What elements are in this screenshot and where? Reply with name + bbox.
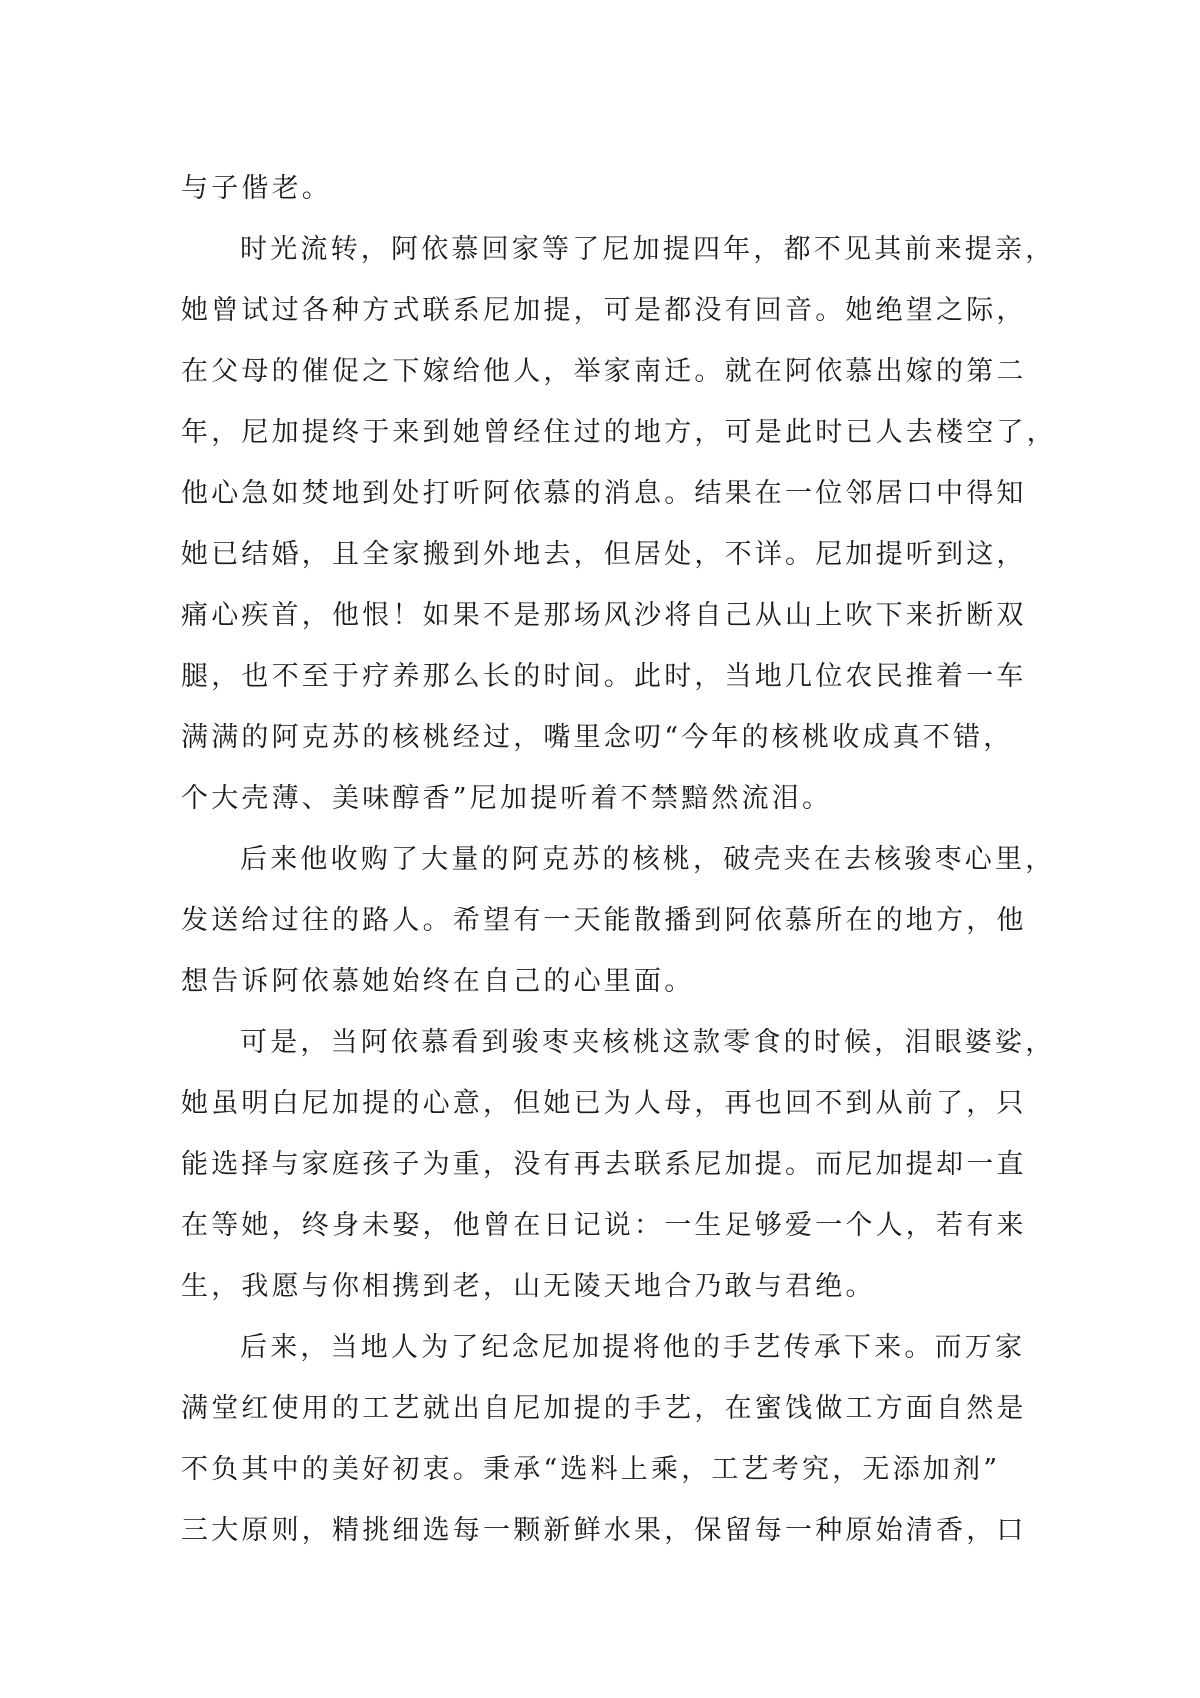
body-text <box>181 158 1057 1561</box>
paragraph-first-line: 时光流转，阿依慕回家等了尼加提四年，都不见其前来提亲， <box>240 234 1056 265</box>
text-line: 想告诉阿依慕她始终在自己的心里面。 <box>181 966 695 997</box>
text-line: 年，尼加提终于来到她曾经住过的地方，可是此时已人去楼空了， <box>181 417 1057 448</box>
text-line: 满堂红使用的工艺就出自尼加提的手艺，在蜜饯做工方面自然是 <box>181 1393 1027 1424</box>
text-line: 她已结婚，且全家搬到外地去，但居处，不详。尼加提听到这， <box>181 539 1027 570</box>
text-line: 在父母的催促之下嫁给他人，举家南迁。就在阿依慕出嫁的第二 <box>181 356 1027 387</box>
text-line: 与子偕老。 <box>181 173 332 204</box>
text-line: 发送给过往的路人。希望有一天能散播到阿依慕所在的地方，他 <box>181 905 1027 936</box>
text-line: 生，我愿与你相携到老，山无陵天地合乃敢与君绝。 <box>181 1271 876 1302</box>
paragraph-first-line: 可是，当阿依慕看到骏枣夹核桃这款零食的时候，泪眼婆娑， <box>240 1027 1056 1058</box>
text-line: 个大壳薄、美味醇香”尼加提听着不禁黯然流泪。 <box>181 783 833 814</box>
text-line: 满满的阿克苏的核桃经过，嘴里念叨“今年的核桃收成真不错， <box>181 722 1014 753</box>
text-line: 他心急如焚地到处打听阿依慕的消息。结果在一位邻居口中得知 <box>181 478 1027 509</box>
paragraph-first-line: 后来他收购了大量的阿克苏的核桃，破壳夹在去核骏枣心里， <box>240 844 1056 875</box>
text-line: 痛心疾首，他恨！如果不是那场风沙将自己从山上吹下来折断双 <box>181 600 1027 631</box>
text-line: 在等她，终身未娶，他曾在日记说：一生足够爱一个人，若有来 <box>181 1210 1027 1241</box>
paragraph-first-line: 后来，当地人为了纪念尼加提将他的手艺传承下来。而万家 <box>240 1332 1026 1363</box>
text-line: 她曾试过各种方式联系尼加提，可是都没有回音。她绝望之际， <box>181 295 1027 326</box>
text-line: 三大原则，精挑细选每一颗新鲜水果，保留每一种原始清香，口 <box>181 1515 1027 1546</box>
text-line: 能选择与家庭孩子为重，没有再去联系尼加提。而尼加提却一直 <box>181 1149 1027 1180</box>
text-line: 不负其中的美好初衷。秉承“选料上乘，工艺考究，无添加剂” <box>181 1454 1001 1485</box>
text-line: 腿，也不至于疗养那么长的时间。此时，当地几位农民推着一车 <box>181 661 1027 692</box>
text-line: 她虽明白尼加提的心意，但她已为人母，再也回不到从前了，只 <box>181 1088 1027 1119</box>
